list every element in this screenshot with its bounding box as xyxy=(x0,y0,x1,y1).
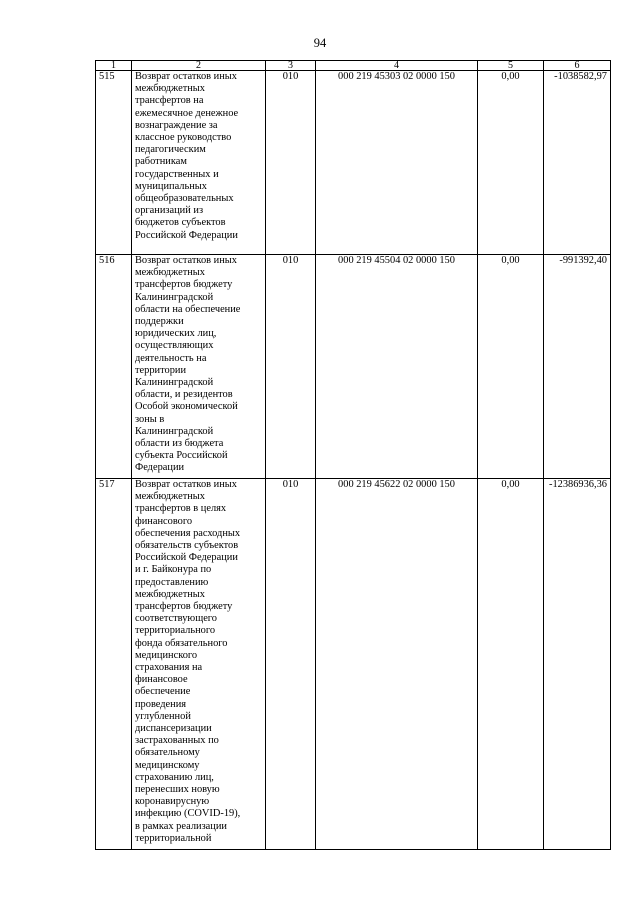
row-name-line: диспансеризации xyxy=(135,723,212,735)
row-name-line: страхования на xyxy=(135,662,203,674)
row-name-line: территории xyxy=(135,364,187,376)
row-name xyxy=(132,71,266,255)
row-name-line: осуществляющих xyxy=(135,340,214,352)
row-name-line: застрахованных по xyxy=(135,735,219,747)
row-name-line: в рамках реализации xyxy=(135,820,227,832)
row-name-line: перенесших новую xyxy=(135,784,220,796)
row-value-col6: -12386936,36 xyxy=(544,479,611,850)
row-name-line: проведения xyxy=(135,698,187,710)
row-name-line: Калининградской xyxy=(135,377,214,389)
row-name xyxy=(132,479,266,850)
row-name-line: соответствующего xyxy=(135,613,218,625)
row-name-line: работникам xyxy=(135,156,187,168)
budget-table xyxy=(95,60,611,850)
row-classification-code: 000 219 45303 02 0000 150 xyxy=(316,71,478,255)
row-name-line: Калининградской xyxy=(135,425,214,437)
row-name-line: Возврат остатков иных xyxy=(135,71,237,82)
row-name-line: фонда обязательного xyxy=(135,637,228,649)
row-name-line: инфекцию (COVID-19), xyxy=(135,808,241,820)
row-value-col6: -991392,40 xyxy=(544,255,611,479)
row-name-line: муниципальных xyxy=(135,180,207,192)
row-name-line: трансфертов бюджету xyxy=(135,601,233,613)
row-name-line: предоставлению xyxy=(135,576,209,588)
row-name-line: межбюджетных xyxy=(135,83,205,95)
row-name-line: межбюджетных xyxy=(135,491,205,503)
row-name-line: поддержки xyxy=(135,316,184,328)
row-name-line: Калининградской xyxy=(135,291,214,303)
row-name-line: территориальной xyxy=(135,832,212,844)
row-name-line: Возврат остатков иных xyxy=(135,479,237,490)
column-header: 5 xyxy=(478,61,544,71)
row-name-line: коронавирусную xyxy=(135,796,210,808)
row-name-line: межбюджетных xyxy=(135,267,205,279)
row-name-line: бюджетов субъектов xyxy=(135,217,226,229)
row-name-line: педагогическим xyxy=(135,144,206,156)
row-name-line: Российской Федерации xyxy=(135,552,238,564)
row-name-line: территориального xyxy=(135,625,216,637)
row-name-line: зоны в xyxy=(135,413,165,425)
table-row xyxy=(96,71,611,255)
table-row xyxy=(96,255,611,479)
row-name-line: юридических лиц, xyxy=(135,328,217,340)
row-name-line: трансфертов в целях xyxy=(135,503,227,515)
row-name-line: углубленной xyxy=(135,710,191,722)
row-number: 516 xyxy=(96,255,132,479)
column-header: 4 xyxy=(316,61,478,71)
row-name-line: Федерации xyxy=(135,462,185,474)
row-name-line: ежемесячное денежное xyxy=(135,107,239,119)
row-number: 515 xyxy=(96,71,132,255)
row-name-line: и г. Байконура по xyxy=(135,564,212,576)
row-name-line: деятельность на xyxy=(135,352,207,364)
row-name-line: обязательств субъектов xyxy=(135,540,239,552)
row-name-line: классное руководство xyxy=(135,132,232,144)
row-name-line: страхованию лиц, xyxy=(135,771,214,783)
column-header: 6 xyxy=(544,61,611,71)
row-name-line: Особой экономической xyxy=(135,401,238,413)
row-name-line: вознаграждение за xyxy=(135,119,218,131)
row-name-line: межбюджетных xyxy=(135,588,205,600)
row-name-line: области на обеспечение xyxy=(135,303,241,315)
row-name-line: государственных и xyxy=(135,168,219,180)
row-name-line: обеспечения расходных xyxy=(135,527,241,539)
row-name-line: трансфертов на xyxy=(135,95,204,107)
row-name-line: обеспечение xyxy=(135,686,191,698)
row-value-col5: 0,00 xyxy=(478,255,544,479)
row-name-line: финансовое xyxy=(135,674,188,686)
column-header: 3 xyxy=(266,61,316,71)
row-name-line: Возврат остатков иных xyxy=(135,255,237,266)
column-header: 1 xyxy=(96,61,132,71)
row-name-line: субъекта Российской xyxy=(135,450,228,462)
table-header-row xyxy=(96,61,611,71)
row-name-line: медицинского xyxy=(135,649,198,661)
row-code: 010 xyxy=(266,255,316,479)
row-name xyxy=(132,255,266,479)
row-name-line: области, и резидентов xyxy=(135,389,233,401)
row-name-line: трансфертов бюджету xyxy=(135,279,233,291)
row-name-line: области из бюджета xyxy=(135,438,224,450)
table-row xyxy=(96,479,611,850)
column-header: 2 xyxy=(132,61,266,71)
row-classification-code: 000 219 45504 02 0000 150 xyxy=(316,255,478,479)
row-classification-code: 000 219 45622 02 0000 150 xyxy=(316,479,478,850)
row-name-line: общеобразовательных xyxy=(135,193,234,205)
row-value-col5: 0,00 xyxy=(478,479,544,850)
row-value-col5: 0,00 xyxy=(478,71,544,255)
row-number: 517 xyxy=(96,479,132,850)
row-value-col6: -1038582,97 xyxy=(544,71,611,255)
row-name-line: Российской Федерации xyxy=(135,229,238,241)
row-code: 010 xyxy=(266,479,316,850)
row-name-line: финансового xyxy=(135,515,193,527)
page-number: 94 xyxy=(313,36,327,50)
row-code: 010 xyxy=(266,71,316,255)
row-name-line: организаций из xyxy=(135,205,204,217)
row-name-line: медицинскому xyxy=(135,759,200,771)
row-name-line: обязательному xyxy=(135,747,200,759)
